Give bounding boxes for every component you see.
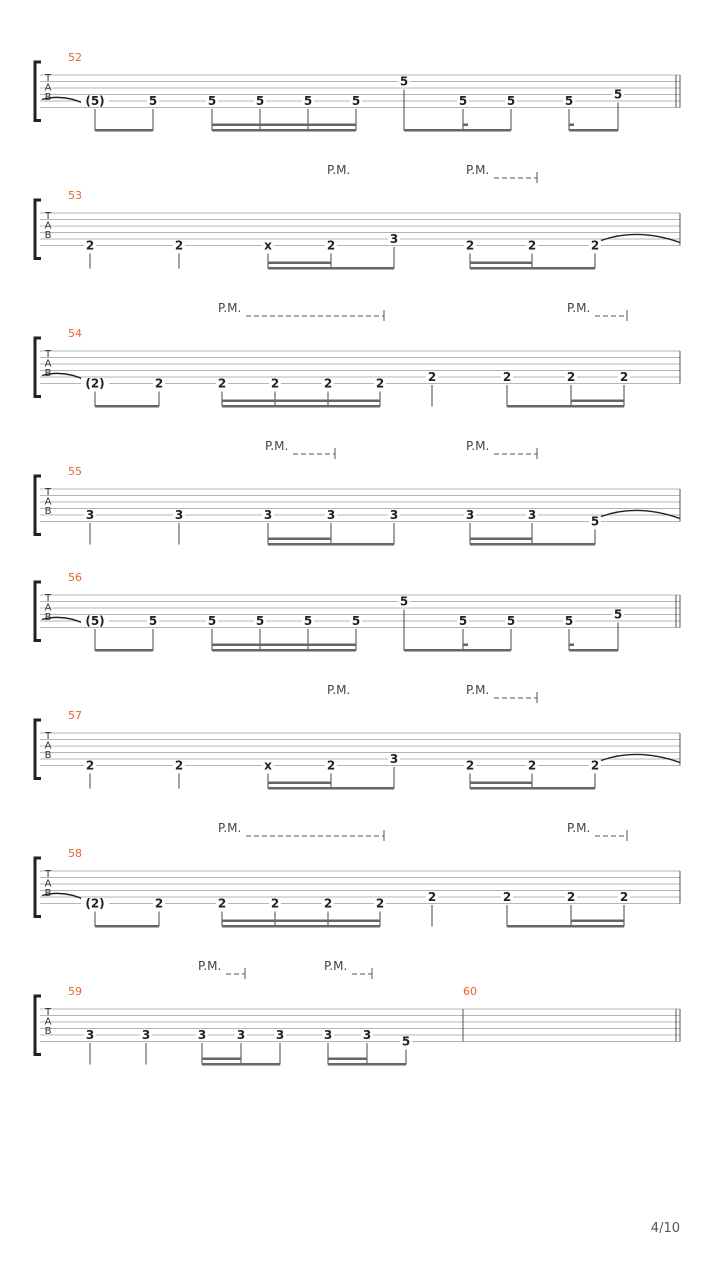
beam [95,925,159,928]
tab-clef-letter: T [44,593,52,604]
beam [268,538,331,541]
tab-clef-letter: T [44,869,52,880]
tab-clef-letter: B [44,368,52,379]
tab-clef-letter: T [44,73,52,84]
measure-number: 53 [68,189,82,202]
fret-number: 2 [270,896,280,911]
beam [268,262,331,265]
palm-mute-label: P.M. [567,821,591,835]
fret-number: 3 [85,508,95,522]
fret-number: 5 [148,614,158,628]
beam [212,649,356,652]
fret-number: 5 [613,607,623,622]
measure-number: 60 [463,985,477,998]
palm-mute-label: P.M. [327,683,351,697]
tab-clef-letter: B [44,506,52,517]
partial-beam [463,644,468,647]
fret-number: 2 [590,238,600,253]
tab-clef-letter: A [44,496,52,508]
fret-number: 2 [326,238,336,253]
measure-number: 58 [68,847,82,860]
fret-number: 2 [154,896,164,911]
measure-number: 52 [68,51,82,64]
beam [569,649,618,652]
fret-number: 3 [362,1028,372,1042]
beam [268,267,394,270]
system-bracket [35,476,41,535]
beam [212,129,356,132]
system-bracket [35,720,41,779]
fret-number: 2 [323,376,333,391]
palm-mute-label: P.M. [567,301,591,315]
measure-number: 59 [68,985,82,998]
fret-number: 3 [465,508,475,522]
beam [470,787,595,790]
fret-number: 5 [564,94,574,108]
tab-clef-letter: B [44,612,52,623]
partial-beam [463,124,468,127]
tab-clef-letter: B [44,92,52,103]
tie-arc [601,754,680,762]
dead-note: x [264,238,272,253]
fret-number: 2 [465,758,475,773]
tab-clef-letter: T [44,731,52,742]
tab-clef-letter: A [44,878,52,890]
beam [571,920,624,923]
beam [222,925,380,928]
beam [571,400,624,403]
fret-number: 2 [85,238,95,253]
beam [470,543,595,546]
tab-clef-letter: A [44,740,52,752]
fret-number: 3 [263,508,273,522]
fret-number: (2) [85,896,105,911]
system-bracket [35,338,41,397]
fret-number: 5 [399,594,409,609]
palm-mute-label: P.M. [466,163,490,177]
beam [212,644,356,647]
system-bracket [35,200,41,259]
beam [470,782,532,785]
beam [202,1058,241,1061]
fret-number: 3 [174,508,184,522]
beam [268,787,394,790]
fret-number: 5 [351,614,361,628]
fret-number: 2 [326,758,336,773]
fret-number: 5 [399,74,409,89]
tab-clef-letter: A [44,1016,52,1028]
beam [95,405,159,408]
fret-number: 2 [217,896,227,911]
partial-beam [569,644,574,647]
tab-clef-letter: A [44,220,52,232]
tab-clef-letter: T [44,211,52,222]
fret-number: 5 [303,614,313,628]
beam [328,1063,406,1066]
fret-number: 5 [506,94,516,108]
palm-mute-label: P.M. [218,301,242,315]
fret-number: 5 [506,614,516,628]
fret-number: 3 [85,1028,95,1042]
fret-number: 2 [85,758,95,773]
fret-number: (5) [85,614,105,628]
fret-number: 2 [217,376,227,391]
system-bracket [35,858,41,917]
measure-number: 55 [68,465,82,478]
palm-mute-label: P.M. [466,439,490,453]
beam [222,400,380,403]
beam [470,262,532,265]
fret-number: 2 [375,376,385,391]
fret-number: 2 [566,370,576,384]
beam [507,925,624,928]
fret-number: 2 [465,238,475,253]
beam [268,782,331,785]
beam [222,405,380,408]
tab-clef-letter: B [44,1026,52,1037]
tab-clef-letter: T [44,487,52,498]
fret-number: 5 [207,94,217,108]
beam [470,267,595,270]
beam [507,405,624,408]
tab-clef-letter: A [44,82,52,94]
palm-mute-label: P.M. [466,683,490,697]
beam [268,543,394,546]
beam [222,920,380,923]
fret-number: 2 [323,896,333,911]
palm-mute-label: P.M. [198,959,222,973]
fret-number: 2 [375,896,385,911]
fret-number: 5 [401,1034,411,1049]
fret-number: 2 [566,890,576,904]
tab-clef-letter: B [44,230,52,241]
beam [328,1058,367,1061]
fret-number: 3 [389,508,399,522]
fret-number: 5 [564,614,574,628]
fret-number: 2 [270,376,280,391]
fret-number: 2 [527,758,537,773]
measure-number: 54 [68,327,82,340]
fret-number: 3 [275,1028,285,1042]
tab-clef-letter: T [44,1007,52,1018]
system-bracket [35,582,41,641]
tab-clef-letter: A [44,358,52,370]
fret-number: 5 [458,94,468,108]
tie-arc [601,510,680,518]
beam [569,129,618,132]
beam [470,538,532,541]
partial-beam [569,124,574,127]
tab-clef-letter: B [44,750,52,761]
system-bracket [35,996,41,1055]
fret-number: (2) [85,376,105,391]
beam [95,649,153,652]
fret-number: 5 [613,87,623,102]
fret-number: 3 [236,1028,246,1042]
fret-number: 2 [154,376,164,391]
fret-number: 2 [590,758,600,773]
fret-number: 5 [255,614,265,628]
fret-number: 5 [351,94,361,108]
fret-number: 2 [619,890,629,904]
measure-number: 57 [68,709,82,722]
fret-number: 5 [148,94,158,108]
fret-number: 3 [323,1028,333,1042]
tab-clef-letter: A [44,602,52,614]
fret-number: 5 [207,614,217,628]
fret-number: 2 [427,890,437,904]
fret-number: 2 [174,758,184,773]
fret-number: 2 [502,890,512,904]
beam [212,124,356,127]
fret-number: (5) [85,94,105,108]
beam [202,1063,280,1066]
fret-number: 3 [389,752,399,766]
page-number: 4/10 [650,1221,680,1236]
palm-mute-label: P.M. [265,439,289,453]
fret-number: 2 [174,238,184,253]
fret-number: 5 [590,514,600,529]
tie-arc [601,234,680,242]
beam [404,129,511,132]
beam [95,129,153,132]
fret-number: 5 [255,94,265,108]
palm-mute-label: P.M. [327,163,351,177]
fret-number: 3 [197,1028,207,1042]
fret-number: 2 [427,370,437,384]
fret-number: 3 [141,1028,151,1042]
fret-number: 5 [458,614,468,628]
fret-number: 5 [303,94,313,108]
fret-number: 2 [619,370,629,384]
fret-number: 3 [326,508,336,522]
measure-number: 56 [68,571,82,584]
tab-clef-letter: T [44,349,52,360]
fret-number: 3 [389,232,399,246]
fret-number: 2 [527,238,537,253]
dead-note: x [264,758,272,773]
fret-number: 3 [527,508,537,522]
palm-mute-label: P.M. [218,821,242,835]
system-bracket [35,62,41,121]
fret-number: 2 [502,370,512,384]
beam [404,649,511,652]
palm-mute-label: P.M. [324,959,348,973]
tab-clef-letter: B [44,888,52,899]
